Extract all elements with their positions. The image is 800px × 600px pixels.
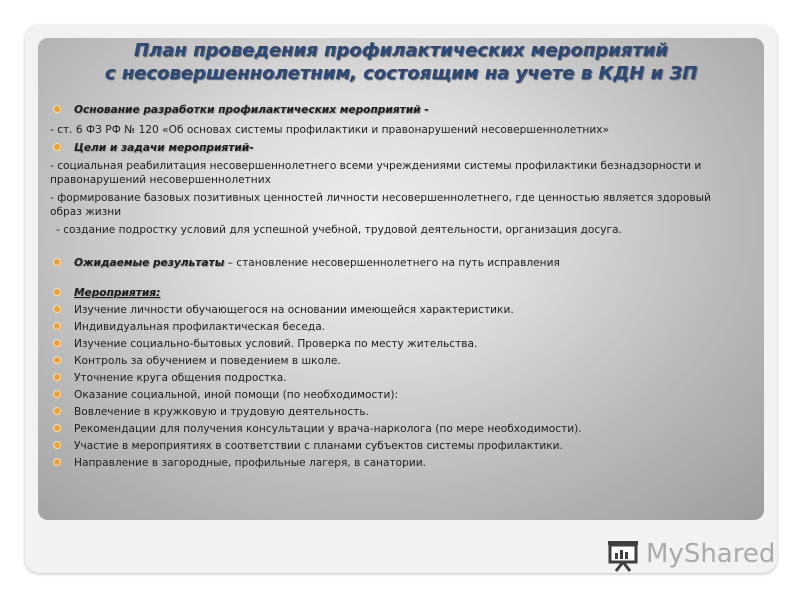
measure-text: Оказание социальной, иной помощи (по необходимости):: [74, 389, 399, 401]
goal-item-2: - формирование базовых позитивных ценностей личности несовершеннолетнего, где ценностью является здоровый образ жизни: [50, 192, 711, 218]
bullet-icon: [54, 374, 60, 380]
list-item: [50, 405, 740, 419]
presentation-board-icon: [606, 538, 642, 572]
measure-text: Вовлечение в кружковую и трудовую деятельность.: [74, 406, 369, 418]
bullet-icon: [54, 357, 60, 363]
logo-text: MyShared: [646, 539, 776, 569]
bullet-icon: [54, 442, 60, 448]
results-text: – становление несовершеннолетнего на путь исправления: [224, 257, 560, 269]
goal-item-1: - социальная реабилитация несовершеннолетнего всеми учреждениями системы профилактики безнадзорности и правонарушений несовершеннолетних: [50, 160, 702, 186]
bullet-icon: [54, 391, 60, 397]
basis-text: - ст. 6 ФЗ РФ № 120 «Об основах системы профилактики и правонарушений несовершеннолетних»: [50, 124, 609, 136]
bullet-icon: [54, 425, 60, 431]
list-item: [50, 388, 740, 402]
basis-heading: Основание разработки профилактических мероприятий -: [74, 104, 429, 116]
measure-text: Рекомендации для получения консультации у врача-нарколога (по мере необходимости).: [74, 423, 582, 435]
measure-text: Направление в загородные, профильные лагеря, в санатории.: [74, 457, 426, 469]
title-line-2: с несовершеннолетним, состоящим на учете в КДН и ЗП: [104, 63, 698, 84]
bullet-icon: [54, 306, 60, 312]
measure-text: Изучение личности обучающегося на основании имеющейся характеристики.: [74, 304, 514, 316]
measures-heading: Мероприятия:: [74, 287, 161, 299]
goals-heading: Цели и задачи мероприятий-: [74, 142, 254, 154]
list-item: [50, 439, 740, 453]
measure-text: Индивидуальная профилактическая беседа.: [74, 321, 326, 333]
list-item: [50, 456, 740, 470]
slide-title: [38, 39, 764, 85]
list-item: [50, 320, 740, 334]
measure-text: Контроль за обучением и поведением в школе.: [74, 355, 341, 367]
bullet-icon: [54, 459, 60, 465]
measures-heading-item: [50, 286, 740, 300]
measure-text: Изучение социально-бытовых условий. Проверка по месту жительства.: [74, 338, 478, 350]
results-item: [50, 256, 740, 270]
results-heading: Ожидаемые результаты: [74, 257, 225, 269]
list-item: [50, 371, 740, 385]
title-line-1: План проведения профилактических мероприятий: [133, 40, 668, 61]
measure-text: Уточнение круга общения подростка.: [74, 372, 287, 384]
bullet-icon: [54, 289, 60, 295]
list-item: [50, 303, 740, 317]
bullet-icon: [54, 408, 60, 414]
bullet-icon: [54, 106, 60, 112]
bullet-icon: [54, 259, 60, 265]
bullet-icon: [54, 144, 60, 150]
myshared-logo[interactable]: [606, 538, 776, 574]
measure-text: Участие в мероприятиях в соответствии с планами субъектов системы профилактики.: [74, 440, 563, 452]
bullet-icon: [54, 340, 60, 346]
goal-item-3: - создание подростку условий для успешной учебной, трудовой деятельности, организация досуга.: [56, 224, 622, 236]
basis-heading-item: [50, 103, 740, 117]
list-item: [50, 422, 740, 436]
goals-heading-item: [50, 141, 740, 155]
measures-list: [50, 303, 740, 470]
bullet-icon: [54, 323, 60, 329]
list-item: [50, 354, 740, 368]
slide-body: [50, 103, 740, 470]
list-item: [50, 337, 740, 351]
